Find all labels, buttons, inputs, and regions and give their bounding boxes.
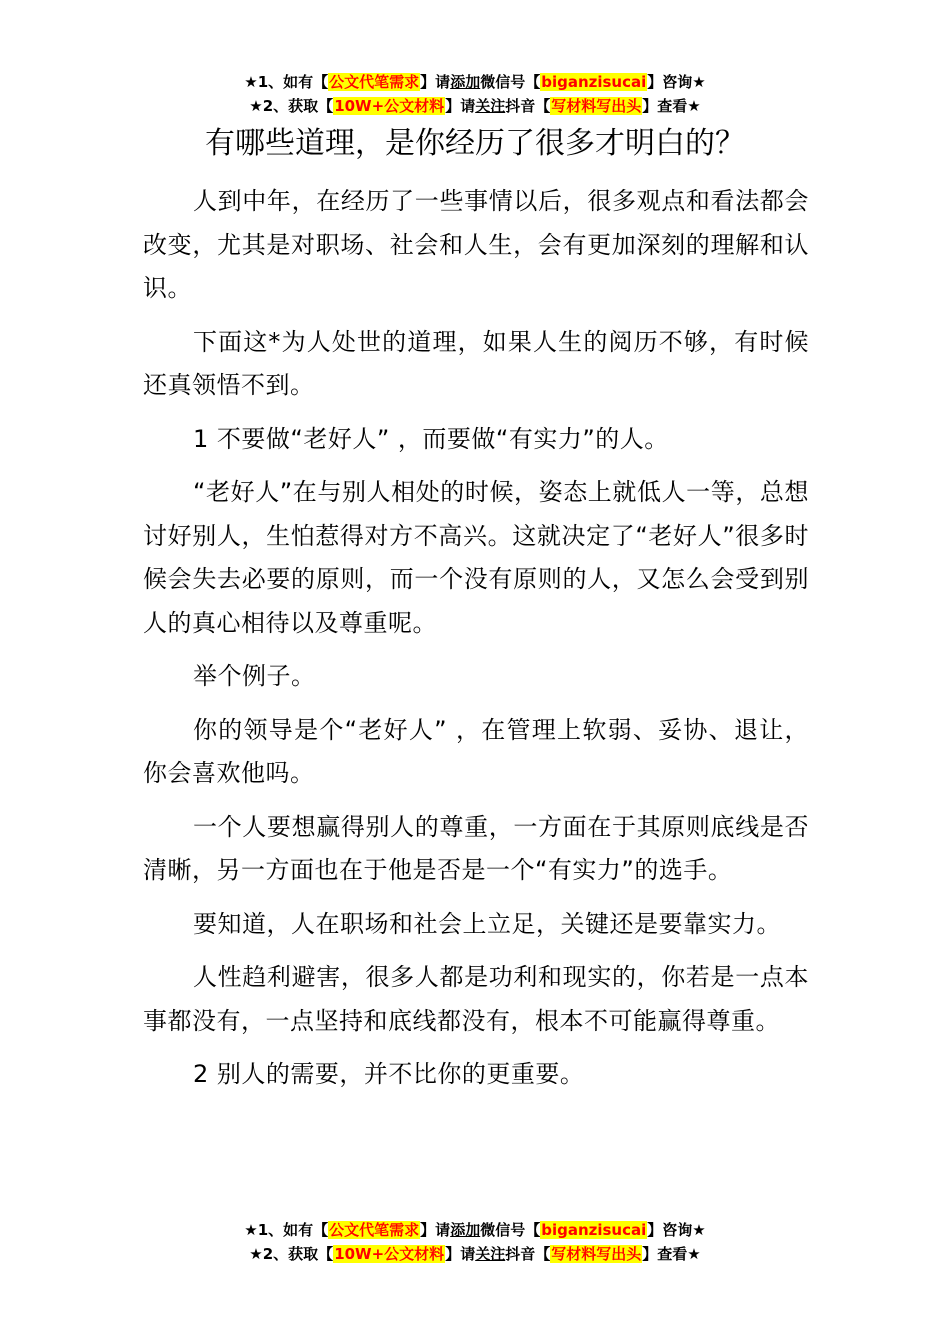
banner-text: 】咨询★ — [647, 1221, 706, 1239]
banner-text: 】请 — [420, 1221, 451, 1239]
banner-line-1 — [0, 1218, 950, 1242]
banner-text: ★1、如有【 — [244, 1221, 329, 1239]
section-heading: 1 不要做“老好人” ，而要做“有实力”的人。 — [193, 424, 669, 453]
banner-underline: 关注 — [475, 1245, 506, 1263]
banner-line-1 — [0, 70, 950, 94]
paragraph: 人到中年，在经历了一些事情以后，很多观点和看法都会改变，尤其是对职场、社会和人生，会有更加深刻的理解和认识。 — [143, 187, 809, 302]
paragraph: 人性趋利避害，很多人都是功利和现实的，你若是一点本事都没有，一点坚持和底线都没有，根本不可能赢得尊重。 — [143, 963, 809, 1035]
header-banner — [0, 70, 950, 118]
banner-text: 】咨询★ — [647, 73, 706, 91]
paragraph: “老好人”在与别人相处的时候，姿态上就低人一等，总想讨好别人，生怕惹得对方不高兴。这就决定了“老好人”很多时候会失去必要的原则，而一个没有原则的人，又怎么会受到别人的真心相待以及尊重呢。 — [143, 478, 809, 637]
banner-text: 抖音【 — [505, 1245, 551, 1263]
paragraph: 下面这*为人处世的道理，如果人生的阅历不够，有时候还真领悟不到。 — [143, 327, 809, 399]
paragraph: 举个例子。 — [193, 662, 316, 690]
banner-text: ★2、获取【 — [249, 1245, 334, 1263]
banner-underline: 添加 — [450, 1221, 481, 1239]
banner-underline: 关注 — [475, 97, 506, 115]
banner-line-2 — [0, 94, 950, 118]
banner-text: 微信号【 — [480, 1221, 541, 1239]
banner-text: 抖音【 — [505, 97, 551, 115]
banner-text: 】查看★ — [642, 1245, 701, 1263]
banner-highlight: biganzisucai — [541, 1221, 647, 1239]
banner-highlight: 写材料写出头 — [551, 97, 642, 115]
section-heading: 2 别人的需要，并不比你的更重要。 — [193, 1060, 585, 1088]
document-title: 有哪些道理，是你经历了很多才明白的？ — [205, 126, 745, 161]
banner-text: ★2、获取【 — [249, 97, 334, 115]
banner-text: ★1、如有【 — [244, 73, 329, 91]
paragraph: 你的领导是个“老好人” ，在管理上软弱、妥协、退让，你会喜欢他吗。 — [143, 715, 809, 787]
banner-underline: 添加 — [450, 73, 481, 91]
paragraph: 要知道，人在职场和社会上立足，关键还是要靠实力。 — [193, 909, 781, 938]
document-body — [143, 180, 809, 1107]
banner-text: 】请 — [420, 73, 451, 91]
banner-highlight: biganzisucai — [541, 73, 647, 91]
banner-text: 微信号【 — [480, 73, 541, 91]
banner-highlight: 公文代笔需求 — [329, 73, 420, 91]
banner-text: 】请 — [445, 1245, 476, 1263]
banner-line-2 — [0, 1242, 950, 1266]
banner-highlight: 公文代笔需求 — [329, 1221, 420, 1239]
footer-banner — [0, 1218, 950, 1266]
paragraph: 一个人要想赢得别人的尊重，一方面在于其原则底线是否清晰，另一方面也在于他是否是一个“有实力”的选手。 — [143, 812, 809, 884]
banner-highlight: 写材料写出头 — [551, 1245, 642, 1263]
banner-text: 】查看★ — [642, 97, 701, 115]
banner-highlight: 10W+公文材料 — [334, 1245, 445, 1263]
banner-text: 】请 — [445, 97, 476, 115]
banner-highlight: 10W+公文材料 — [334, 97, 445, 115]
